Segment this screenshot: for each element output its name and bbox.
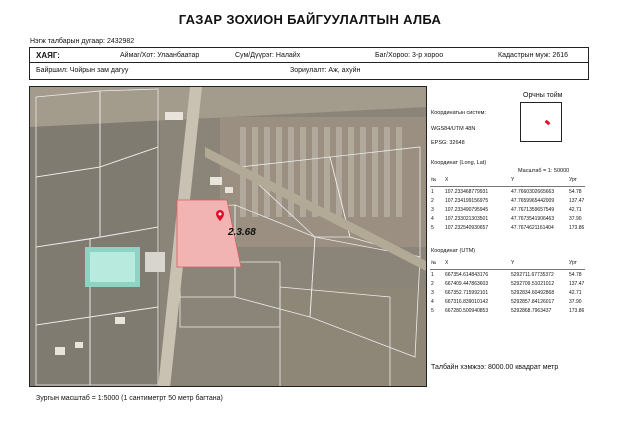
cell-number: 4 [431,216,434,222]
table-divider [430,269,585,270]
cell-y: 5292857.84126017 [511,299,555,305]
cell-length: 37.90 [569,299,582,305]
table-row [431,299,586,308]
drawing-scale: Зургын масштаб = 1:5000 (1 сантиметрт 50 метр багтана) [36,395,223,402]
table-row [431,189,586,198]
table-row [431,290,586,299]
cell-length: 42.71 [569,290,582,296]
header-x: X [445,260,449,266]
cell-y: 47.7671359657549 [511,207,555,213]
address-label: ХАЯГ: [36,51,60,60]
utm-header [431,260,586,269]
header-y: Y [511,260,515,266]
address-box [29,47,589,80]
parcel-overlay [30,87,427,387]
address-divider [30,62,588,63]
cell-number: 5 [431,308,434,314]
cell-number: 5 [431,225,434,231]
cell-y: 5292868.7963437 [511,308,552,314]
cell-number: 1 [431,272,434,278]
cell-x: 107.233021303501 [445,216,489,222]
cell-y: 47.7673541906463 [511,216,555,222]
cell-y: 47.7659965442009 [511,198,555,204]
cell-x: 667280.500940853 [445,308,489,314]
cell-y: 5292834.60492868 [511,290,555,296]
cell-number: 1 [431,189,434,195]
cell-length: 37.90 [569,216,582,222]
header-number: № [431,177,437,183]
cell-x: 667316.839010142 [445,299,489,305]
page-title: ГАЗАР ЗОХИОН БАЙГУУЛАЛТЫН АЛБА [178,12,442,27]
table-row [431,272,586,281]
orientation-marker [545,120,551,126]
cell-x: 107.232540930657 [445,225,489,231]
area-text: Талбайн хэмжээ: 8000.00 квадрат метр [431,364,559,371]
cell-length: 173.86 [569,308,585,314]
cell-number: 2 [431,198,434,204]
location-field: Байршил: Чойрын зам дагуу [36,67,129,74]
aimag-field: Аймаг/Хот: Улаанбаатар [120,52,200,59]
cell-y: 5292711.67735372 [511,272,554,278]
cell-length: 137.47 [569,281,585,287]
cell-x: 667409.447863603 [445,281,489,287]
table-row [431,281,586,290]
cell-x: 107.233468779931 [445,189,489,195]
parcel-request-number: Нэгж талбарын дугаар: 2432982 [30,38,135,45]
header-length: Урт [569,177,577,183]
header-y: Y [511,177,515,183]
sum-field: Сум/Дүүрэг: Налайх [235,52,301,59]
bag-field: Баг/Хороо: 3-р хороо [375,52,444,59]
table-row [431,216,586,225]
orientation-minimap [520,102,562,142]
scale-title: Масштаб = 1: 50000 [518,168,570,174]
orientation-title: Орчны тойм [523,92,563,99]
utm-title: Координат (UTM) [431,248,476,254]
longlat-title: Координат (Long, Lat) [431,160,487,166]
header-length: Урт [569,260,577,266]
parcel-label: 2.3.68 [228,227,256,238]
coord-system-value: WGS84/UTM 48N [431,126,476,132]
cell-length: 137.47 [569,198,585,204]
cell-y: 5292709.51021012 [511,281,555,287]
cell-y: 47.7674621161404 [511,225,554,231]
cell-length: 42.71 [569,207,582,213]
cell-number: 2 [431,281,434,287]
coord-system-label: Координатын систем: [431,110,486,116]
satellite-map [29,86,427,387]
table-row [431,198,586,207]
table-row [431,225,586,234]
cell-x: 667352.715992101 [445,290,489,296]
cell-length: 54.78 [569,272,582,278]
cell-length: 54.78 [569,189,582,195]
info-panel [426,86,589,387]
cell-y: 47.7660302665663 [511,189,555,195]
cell-x: 667354.614843176 [445,272,489,278]
cell-number: 4 [431,299,434,305]
header-number: № [431,260,437,266]
longlat-header [431,177,586,186]
cell-x: 107.234199156975 [445,198,489,204]
cell-number: 3 [431,207,434,213]
cell-length: 173.86 [569,225,585,231]
table-row [431,207,586,216]
table-divider [430,186,585,187]
header-x: X [445,177,449,183]
cell-number: 3 [431,290,434,296]
cell-x: 107.233490795945 [445,207,489,213]
purpose-field: Зориулалт: Аж, ахуйн [290,67,361,74]
table-row [431,308,586,317]
epsg-code: EPSG: 32648 [431,140,465,146]
cadastral-field: Кадастрын муж: 2616 [498,52,569,59]
